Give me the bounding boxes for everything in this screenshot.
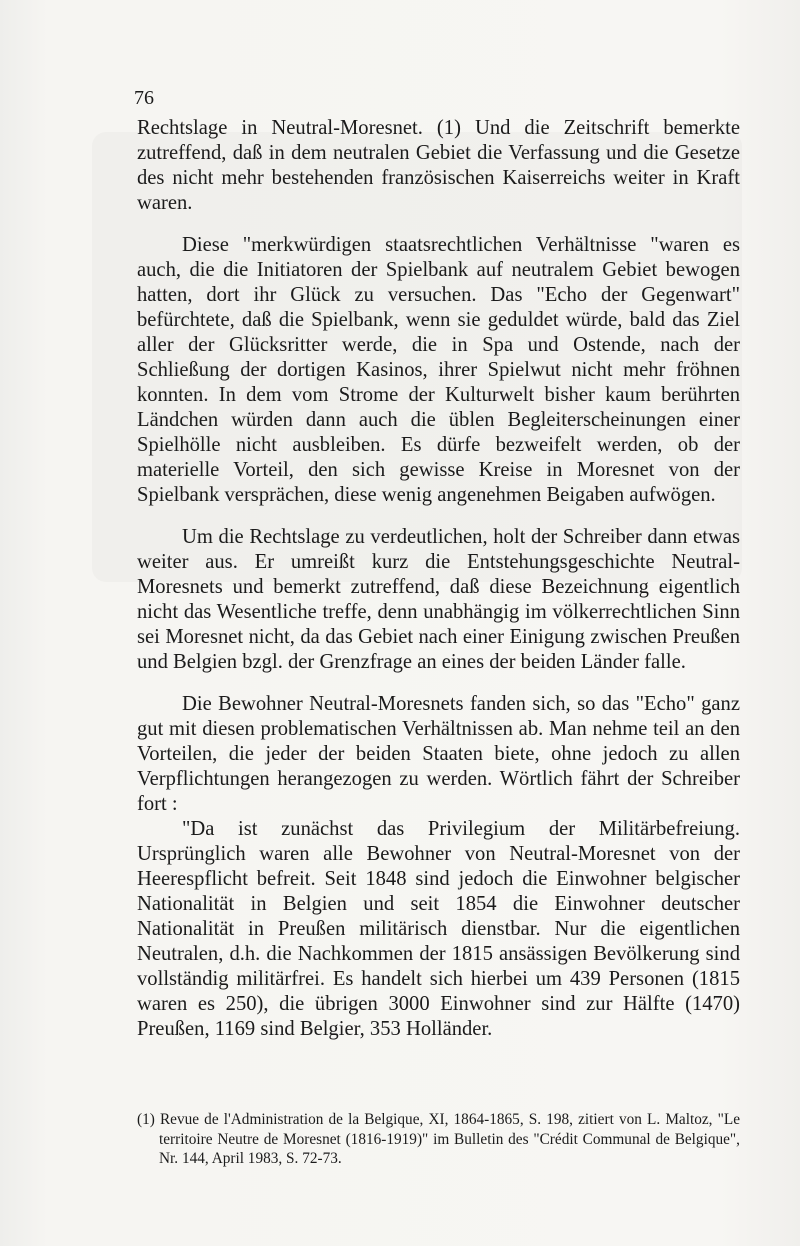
paragraph-2: Diese "merkwürdigen staatsrechtlichen Verhältnisse "waren es auch, die die Initiatoren der Spielbank auf neutralem Gebiet bewogen hatten, dort ihr Glück zu versuchen. Das "Echo der Gegenwart" befürchtete, daß die Spielbank, wenn sie geduldet würde, bald das Ziel aller der Glücksritter werde, die in Spa und Ostende, nach der Schließung der dortigen Kasinos, ihrer Spielwut nicht mehr fröhnen konnten. In dem vom Strome der Kulturwelt bisher kaum berührten Ländchen würden dann auch die üblen Begleiterscheinungen einer Spielhölle nicht ausbleiben. Es dürfe bezweifelt werden, ob der materielle Vorteil, den sich gewisse Kreise in Moresnet von der Spielbank versprächen, diese wenig angenehmen Beigaben aufwögen. (137, 234, 740, 506)
paragraph-5: "Da ist zunächst das Privilegium der Militärbefreiung. Ursprünglich waren alle Bewohner von Neutral-Moresnet von der Heerespflicht befreit. Seit 1848 sind jedoch die Einwohner belgischer Nationalität in Belgien und seit 1854 die Einwohner deutscher Nationalität in Preußen militärisch dienstbar. Nur die eigentlichen Neutralen, d.h. die Nachkommen der 1815 ansässigen Bevölkerung sind vollständig militärfrei. Es handelt sich hierbei um 439 Personen (1815 waren es 250), die übrigen 3000 Einwohner sind zur Hälfte (1470) Preußen, 1169 sind Belgier, 353 Holländer. (137, 818, 740, 1040)
paragraph-1: Rechtslage in Neutral-Moresnet. (1) Und die Zeitschrift bemerkte zutreffend, daß in dem neutralen Gebiet die Verfassung und die Gesetze des nicht mehr bestehenden französischen Kaiserreichs weiter in Kraft waren. (137, 117, 740, 214)
footnote: (1) Revue de l'Administration de la Belgique, XI, 1864-1865, S. 198, zitiert von L. Maltoz, "Le territoire Neutre de Moresnet (1816-1919)" im Bulletin des "Crédit Communal de Belgique", Nr. 144, April 1983, S. 72-73. (137, 1111, 740, 1167)
page-number: 76 (134, 87, 154, 109)
paragraph-4: Die Bewohner Neutral-Moresnets fanden sich, so das "Echo" ganz gut mit diesen problematischen Verhältnissen ab. Man nehme teil an den Vorteilen, die jeder der beiden Staaten biete, ohne jedoch zu allen Verpflichtungen herangezogen zu werden. Wörtlich fährt der Schreiber fort : (137, 693, 740, 815)
paragraph-3: Um die Rechtslage zu verdeutlichen, holt der Schreiber dann etwas weiter aus. Er umreißt kurz die Entstehungsgeschichte Neutral-Moresnets und bemerkt zutreffend, daß diese Bezeichnung eigentlich nicht das Wesentliche treffe, denn unabhängig im völkerrechtlichen Sinn sei Moresnet nicht, da das Gebiet nach einer Einigung zwischen Preußen und Belgien bzgl. der Grenzfrage an eines der beiden Länder falle. (137, 526, 740, 673)
body-text (137, 116, 740, 1059)
